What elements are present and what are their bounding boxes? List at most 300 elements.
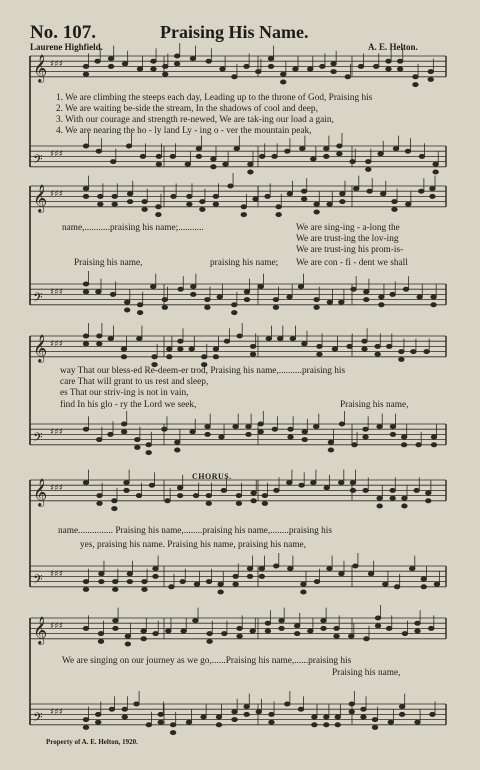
note-head	[375, 344, 381, 348]
note-head	[121, 347, 127, 351]
note-head	[137, 311, 143, 315]
note-head	[140, 154, 146, 158]
note-head	[268, 57, 274, 61]
note-head	[231, 311, 237, 315]
note-head	[190, 285, 196, 289]
note-head	[302, 430, 308, 434]
note-head	[237, 626, 243, 630]
note-head	[372, 718, 378, 722]
note-head	[397, 67, 403, 71]
note-head	[113, 619, 119, 623]
note-head	[151, 67, 157, 71]
note-head	[190, 292, 196, 296]
note-head	[241, 213, 247, 217]
note-head	[83, 342, 89, 346]
note-head	[386, 626, 392, 630]
note-head	[162, 305, 168, 309]
note-head	[207, 632, 213, 636]
note-head	[126, 144, 132, 148]
note-head	[162, 64, 168, 68]
note-head	[409, 567, 415, 571]
note-head	[265, 629, 271, 633]
note-head	[403, 287, 409, 291]
verse-1-line: way That our bless-ed Re-deem-er trod, Praising his name,..........praising his	[60, 366, 346, 376]
note-head	[424, 350, 430, 354]
note-head	[386, 59, 392, 63]
note-head	[428, 626, 434, 630]
chorus-echo-line: yes, praising his name. Praising his name, praising his name,	[80, 540, 306, 550]
note-head	[99, 580, 105, 584]
note-head	[287, 295, 293, 299]
note-head	[364, 637, 370, 641]
note-head	[405, 202, 411, 206]
note-head	[258, 422, 264, 426]
note-head	[156, 162, 162, 166]
chorus-label: CHORUS.	[192, 472, 232, 481]
note-head	[363, 298, 369, 302]
note-head	[272, 427, 278, 431]
note-head	[250, 352, 256, 356]
note-head	[415, 629, 421, 633]
note-head	[95, 720, 101, 724]
note-head	[237, 334, 243, 338]
note-head	[207, 639, 213, 643]
note-head	[216, 715, 222, 719]
svg-text:𝄞: 𝄞	[33, 615, 48, 644]
note-head	[189, 347, 195, 351]
note-head	[288, 427, 294, 431]
note-head	[180, 580, 186, 584]
note-head	[112, 587, 118, 591]
note-head	[222, 632, 228, 636]
note-head	[124, 481, 130, 485]
note-head	[108, 64, 114, 68]
svg-text:𝄢: 𝄢	[33, 289, 43, 308]
verse-4-line: 4. We are nearing the ho - ly land Ly - ing o - ver the mountain peak,	[56, 126, 312, 136]
note-head	[205, 432, 211, 436]
note-head	[350, 488, 356, 492]
note-head	[301, 197, 307, 201]
note-head	[335, 715, 341, 719]
note-head	[418, 189, 424, 193]
note-head	[328, 440, 334, 444]
note-head	[373, 64, 379, 68]
note-head	[301, 189, 307, 193]
note-head	[122, 707, 128, 711]
echo-text-2: praising his name;	[210, 258, 279, 268]
note-head	[411, 350, 417, 354]
note-head	[314, 305, 320, 309]
note-head	[302, 438, 308, 442]
note-head	[377, 425, 383, 429]
note-head	[430, 194, 436, 198]
note-head	[320, 64, 326, 68]
note-head	[201, 715, 207, 719]
note-head	[108, 432, 114, 436]
note-head	[98, 639, 104, 643]
svg-text:♯♯♯: ♯♯♯	[50, 621, 64, 632]
note-head	[434, 582, 440, 586]
note-head	[112, 499, 118, 503]
note-head	[246, 425, 252, 429]
svg-text:𝄞: 𝄞	[33, 53, 48, 82]
note-head	[112, 580, 118, 584]
svg-text:𝄞: 𝄞	[33, 183, 48, 212]
note-head	[349, 710, 355, 714]
verse-2-line: 2. We are waiting be-side the stream, In the shadows of cool and deep,	[56, 104, 318, 114]
note-head	[134, 438, 140, 442]
note-head	[421, 577, 427, 581]
svg-text:♯♯♯: ♯♯♯	[50, 59, 64, 70]
verse-1-line: We are sing-ing - a-long the	[296, 223, 400, 233]
note-head	[339, 572, 345, 576]
note-head	[258, 430, 264, 434]
note-head	[402, 632, 408, 636]
note-head	[362, 347, 368, 351]
note-head	[413, 83, 419, 87]
note-head	[431, 303, 437, 307]
note-head	[193, 619, 199, 623]
note-head	[334, 634, 340, 638]
note-head	[83, 290, 89, 294]
note-head	[349, 702, 355, 706]
note-head	[108, 337, 114, 341]
note-head	[194, 582, 200, 586]
note-head	[334, 626, 340, 630]
svg-text:♯♯♯: ♯♯♯	[50, 427, 64, 438]
note-head	[348, 634, 354, 638]
note-head	[127, 192, 133, 196]
note-head	[237, 634, 243, 638]
note-head	[190, 57, 196, 61]
note-head	[121, 430, 127, 434]
note-head	[187, 194, 193, 198]
note-head	[109, 707, 115, 711]
note-head	[169, 585, 175, 589]
note-head	[83, 282, 89, 286]
note-head	[301, 590, 307, 594]
note-head	[185, 162, 191, 166]
note-head	[269, 720, 275, 724]
note-head	[241, 205, 247, 209]
note-head	[262, 494, 268, 498]
note-head	[375, 352, 381, 356]
note-head	[288, 435, 294, 439]
note-head	[363, 290, 369, 294]
note-head	[244, 712, 250, 716]
note-head	[200, 200, 206, 204]
note-head	[141, 637, 147, 641]
note-head	[83, 334, 89, 338]
note-head	[401, 435, 407, 439]
note-head	[246, 432, 252, 436]
note-head	[125, 642, 131, 646]
note-head	[361, 707, 367, 711]
note-head	[108, 57, 114, 61]
note-head	[392, 200, 398, 204]
note-head	[233, 574, 239, 578]
note-head	[174, 54, 180, 58]
note-head	[273, 564, 279, 568]
note-head	[279, 619, 285, 623]
note-head	[110, 292, 116, 296]
verse-1-line: 1. We are climbing the steeps each day, Leading up to the throne of God, Praising his	[56, 93, 373, 103]
note-head	[299, 147, 305, 151]
note-head	[363, 427, 369, 431]
note-head	[83, 626, 89, 630]
note-head	[392, 207, 398, 211]
note-head	[218, 590, 224, 594]
svg-text:♯♯♯: ♯♯♯	[50, 483, 64, 494]
note-head	[272, 154, 278, 158]
note-head	[110, 160, 116, 164]
note-head	[287, 481, 293, 485]
note-head	[166, 347, 172, 351]
note-head	[98, 202, 104, 206]
note-head	[358, 64, 364, 68]
note-head	[232, 718, 238, 722]
note-head	[99, 572, 105, 576]
note-head	[274, 488, 280, 492]
svg-text:𝄢: 𝄢	[33, 429, 43, 448]
note-head	[162, 298, 168, 302]
verse-4-line: We are con - fi - dent we shall	[296, 258, 408, 268]
note-head	[146, 723, 152, 727]
note-head	[205, 298, 211, 302]
note-head	[122, 62, 128, 66]
note-head	[298, 285, 304, 289]
lyricist-credit: Laurene Highfield.	[30, 42, 103, 52]
note-head	[399, 357, 405, 361]
note-head	[137, 337, 143, 341]
note-head	[206, 501, 212, 505]
note-head	[314, 298, 320, 302]
note-head	[388, 720, 394, 724]
note-head	[317, 344, 323, 348]
note-head	[236, 494, 242, 498]
note-head	[98, 632, 104, 636]
note-head	[151, 59, 157, 63]
note-head	[308, 629, 314, 633]
note-head	[247, 574, 253, 578]
note-head	[276, 213, 282, 217]
verse-3-line: 3. With our courage and strength re-newed, We are tak-ing our load a gain,	[56, 115, 334, 125]
note-head	[231, 303, 237, 307]
chorus-line: name............... Praising his name,........praising his name,........praising his	[58, 526, 332, 536]
note-head	[390, 425, 396, 429]
note-head	[206, 494, 212, 498]
note-head	[83, 725, 89, 729]
note-head	[177, 494, 183, 498]
note-head	[83, 580, 89, 584]
echo-text: Praising his name,	[332, 668, 401, 678]
note-head	[98, 194, 104, 198]
note-head	[321, 626, 327, 630]
note-head	[234, 147, 240, 151]
note-head	[363, 488, 369, 492]
note-head	[142, 587, 148, 591]
note-head	[83, 72, 89, 76]
note-head	[414, 488, 420, 492]
note-head	[213, 194, 219, 198]
note-head	[223, 162, 229, 166]
note-head	[280, 80, 286, 84]
note-head	[294, 624, 300, 628]
note-head	[327, 202, 333, 206]
note-head	[280, 72, 286, 76]
note-head	[269, 712, 275, 716]
note-head	[338, 300, 344, 304]
note-head	[262, 501, 268, 505]
note-head	[328, 448, 334, 452]
note-head	[433, 170, 439, 174]
note-head	[372, 725, 378, 729]
note-head	[156, 213, 162, 217]
note-head	[156, 154, 162, 158]
note-head	[377, 504, 383, 508]
note-head	[146, 443, 152, 447]
note-head	[174, 62, 180, 66]
note-head	[233, 425, 239, 429]
note-head	[165, 499, 171, 503]
note-head	[428, 70, 434, 74]
note-head	[196, 147, 202, 151]
note-head	[393, 147, 399, 151]
note-head	[178, 347, 184, 351]
note-head	[156, 205, 162, 209]
note-head	[353, 564, 359, 568]
note-head	[299, 483, 305, 487]
note-head	[425, 499, 431, 503]
note-head	[150, 285, 156, 289]
note-head	[96, 342, 102, 346]
svg-text:♯♯♯: ♯♯♯	[50, 339, 64, 350]
chorus-line: We are singing on our journey as we go,......Praising his name,......praising his	[62, 656, 352, 666]
note-head	[251, 499, 257, 503]
note-head	[137, 67, 143, 71]
note-head	[153, 567, 159, 571]
note-head	[327, 567, 333, 571]
note-head	[287, 567, 293, 571]
note-head	[302, 342, 308, 346]
note-head	[431, 295, 437, 299]
hymn-number: No. 107.	[30, 22, 96, 43]
note-head	[153, 632, 159, 636]
note-head	[375, 616, 381, 620]
note-head	[363, 435, 369, 439]
note-head	[368, 572, 374, 576]
note-head	[244, 64, 250, 68]
note-head	[178, 339, 184, 343]
note-head	[134, 445, 140, 449]
note-head	[273, 305, 279, 309]
verse-3-line: We are trust-ing his prom-is-	[296, 245, 404, 255]
note-head	[166, 629, 172, 633]
note-head	[112, 507, 118, 511]
note-head	[83, 481, 89, 485]
note-head	[379, 295, 385, 299]
note-head	[221, 488, 227, 492]
note-head	[211, 165, 217, 169]
note-head	[276, 205, 282, 209]
svg-text:♯♯♯: ♯♯♯	[50, 287, 64, 298]
note-head	[362, 339, 368, 343]
note-head	[216, 723, 222, 727]
note-head	[200, 207, 206, 211]
note-head	[255, 70, 261, 74]
note-head	[162, 72, 168, 76]
note-head	[265, 194, 271, 198]
note-head	[317, 352, 323, 356]
note-head	[124, 300, 130, 304]
note-head	[377, 496, 383, 500]
note-head	[83, 718, 89, 722]
note-head	[187, 202, 193, 206]
note-head	[244, 298, 250, 302]
note-head	[83, 64, 89, 68]
note-head	[141, 629, 147, 633]
note-head	[251, 491, 257, 495]
note-head	[250, 344, 256, 348]
note-head	[142, 200, 148, 204]
note-head	[134, 702, 140, 706]
note-head	[153, 574, 159, 578]
note-head	[259, 567, 265, 571]
note-head	[217, 295, 223, 299]
note-head	[228, 184, 234, 188]
note-head	[378, 152, 384, 156]
svg-text:𝄢: 𝄢	[33, 709, 43, 728]
note-head	[351, 287, 357, 291]
note-head	[96, 438, 102, 442]
note-head	[232, 75, 238, 79]
note-head	[332, 347, 338, 351]
note-head	[307, 67, 313, 71]
note-head	[301, 582, 307, 586]
note-head	[324, 723, 330, 727]
note-head	[124, 488, 130, 492]
note-head	[394, 585, 400, 589]
note-head	[379, 303, 385, 307]
note-head	[127, 580, 133, 584]
note-head	[390, 432, 396, 436]
note-head	[290, 337, 296, 341]
note-head	[146, 451, 152, 455]
note-head	[83, 187, 89, 191]
note-head	[170, 154, 176, 158]
hymn-title: Praising His Name.	[160, 22, 309, 42]
note-head	[95, 712, 101, 716]
note-head	[83, 194, 89, 198]
note-head	[340, 192, 346, 196]
note-head	[340, 200, 346, 204]
note-head	[361, 715, 367, 719]
note-head	[248, 162, 254, 166]
note-head	[430, 187, 436, 191]
svg-text:𝄢: 𝄢	[33, 151, 43, 170]
note-head	[213, 202, 219, 206]
note-head	[95, 59, 101, 63]
note-head	[158, 712, 164, 716]
note-head	[127, 572, 133, 576]
note-head	[386, 344, 392, 348]
note-head	[338, 481, 344, 485]
note-head	[219, 435, 225, 439]
note-head	[399, 350, 405, 354]
note-head	[337, 152, 343, 156]
note-head	[339, 422, 345, 426]
note-head	[312, 723, 318, 727]
